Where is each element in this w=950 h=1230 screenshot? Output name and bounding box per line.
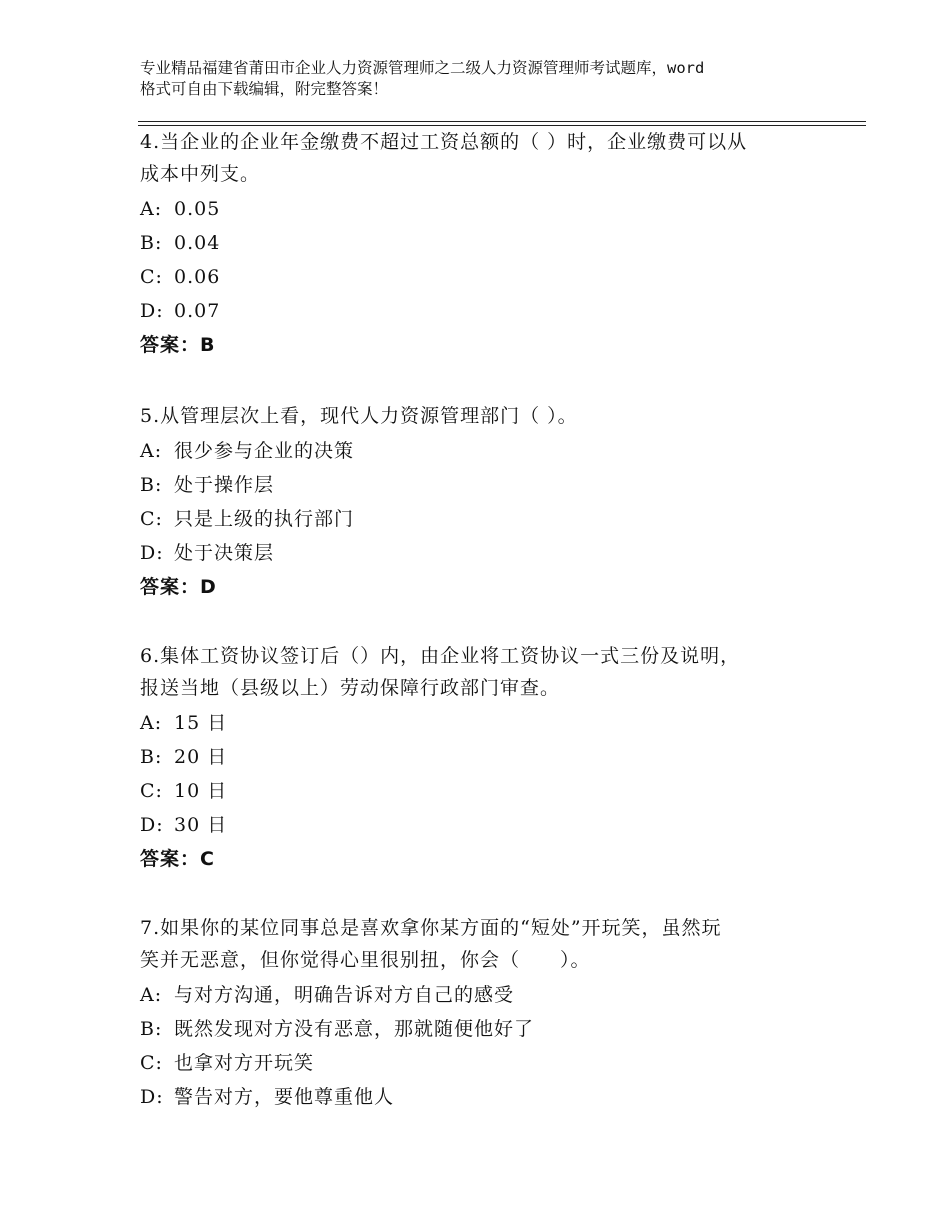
option-c: C: 也拿对方开玩笑 bbox=[140, 1052, 315, 1074]
header-title-line-2: 格式可自由下载编辑，附完整答案！ bbox=[140, 80, 389, 98]
option-c: C: 0.06 bbox=[140, 266, 221, 288]
document-header bbox=[140, 58, 840, 100]
question-stem: 4.当企业的企业年金缴费不超过工资总额的（ ）时，企业缴费可以从 成本中列支。 bbox=[140, 131, 748, 185]
question-stem: 5.从管理层次上看，现代人力资源管理部门（ ）。 bbox=[140, 405, 578, 427]
question-5 bbox=[140, 400, 820, 604]
question-6 bbox=[140, 640, 820, 876]
option-d: D: 处于决策层 bbox=[140, 542, 275, 564]
question-7 bbox=[140, 912, 820, 1114]
question-stem: 7.如果你的某位同事总是喜欢拿你某方面的“短处”开玩笑，虽然玩 笑并无恶意，但你觉得心里很别扭，你会（ ）。 bbox=[140, 917, 722, 971]
option-b: B: 既然发现对方没有恶意，那就随便他好了 bbox=[140, 1018, 535, 1040]
answer-label: 答案：B bbox=[140, 334, 216, 356]
option-b: B: 20 日 bbox=[140, 746, 228, 768]
option-c: C: 只是上级的执行部门 bbox=[140, 508, 355, 530]
header-title-line-1: 专业精品福建省莆田市企业人力资源管理师之二级人力资源管理师考试题库，word bbox=[140, 59, 705, 77]
option-a: A: 很少参与企业的决策 bbox=[140, 440, 355, 462]
option-a: A: 15 日 bbox=[140, 712, 228, 734]
option-b: B: 0.04 bbox=[140, 232, 221, 254]
option-d: D: 30 日 bbox=[140, 814, 228, 836]
option-d: D: 0.07 bbox=[140, 300, 221, 322]
option-c: C: 10 日 bbox=[140, 780, 228, 802]
answer-label: 答案：D bbox=[140, 576, 217, 598]
header-divider-top bbox=[138, 121, 866, 122]
question-stem: 6.集体工资协议签订后（）内，由企业将工资协议一式三份及说明， 报送当地（县级以上）劳动保障行政部门审查。 bbox=[140, 645, 741, 699]
option-d: D: 警告对方，要他尊重他人 bbox=[140, 1086, 395, 1108]
question-4 bbox=[140, 126, 820, 362]
answer-label: 答案：C bbox=[140, 848, 215, 870]
option-a: A: 与对方沟通，明确告诉对方自己的感受 bbox=[140, 984, 515, 1006]
option-b: B: 处于操作层 bbox=[140, 474, 275, 496]
option-a: A: 0.05 bbox=[140, 198, 221, 220]
